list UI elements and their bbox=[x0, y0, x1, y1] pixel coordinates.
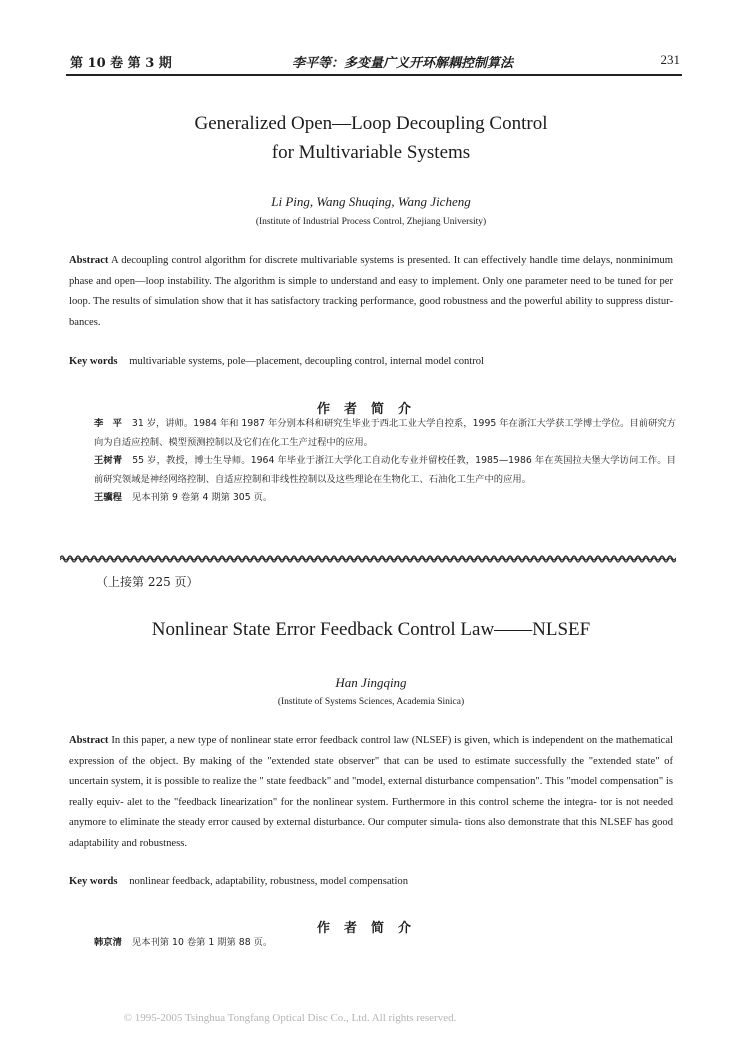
paper2-abstract bbox=[69, 731, 673, 855]
paper1-abstract-line: bances. bbox=[69, 316, 101, 328]
journal-volume-issue: 第 10 卷 第 3 期 bbox=[70, 56, 172, 71]
paper2-abstract-line: state feedback" and "model, external disturbance compensation". This "model compensation" is really equiv- bbox=[69, 776, 673, 808]
paper2-keywords-text: nonlinear feedback, adaptability, robustness, model compensation bbox=[129, 876, 409, 887]
paper2-title: Nonlinear State Error Feedback Control Law——NLSEF bbox=[151, 619, 591, 640]
paper1-abstract-line: that it has satisfactory tracking performance, good robustness and the powerful ability to suppress distur- bbox=[226, 296, 673, 308]
bio-entry bbox=[66, 934, 676, 953]
paper2-authors: Han Jingqing bbox=[335, 675, 407, 690]
paper2-abstract-line: In this paper, a new type of nonlinear state error feedback control law (NLSEF) is given, which is bbox=[111, 735, 530, 746]
paper2-abstract-line: independent on the mathematical expression of the object. By making of the "extended state observer" that bbox=[69, 735, 673, 767]
paper2-keywords-label: Key words bbox=[69, 876, 118, 887]
bio2-body bbox=[66, 934, 676, 953]
paper2-abstract-line: alet to the "feedback linearization" for the nonlinear system. Furthermore in this control scheme the integra- bbox=[127, 796, 597, 808]
bio-entry bbox=[66, 452, 676, 489]
bio-text: 见本刊第 9 卷第 4 期第 305 页。 bbox=[131, 492, 273, 503]
bio1-body bbox=[66, 415, 676, 508]
paper2-keywords bbox=[69, 876, 673, 887]
bio-name: 李 平 bbox=[94, 418, 122, 429]
paper1-keywords bbox=[69, 356, 673, 367]
bio-entry bbox=[66, 489, 676, 508]
paper1-title-line2: for Multivariable Systems bbox=[271, 142, 471, 163]
continued-from-note: （上接第 225 页） bbox=[96, 575, 199, 589]
bio1-heading: 作者简介 bbox=[316, 402, 425, 417]
bio-name: 王树青 bbox=[94, 455, 123, 466]
bio-text: 见本刊第 10 卷第 1 期第 88 页。 bbox=[131, 937, 273, 948]
bio-entry bbox=[66, 415, 676, 452]
paper1-title-line1: Generalized Open—Loop Decoupling Control bbox=[194, 113, 548, 134]
bio-text: 55 岁，教授，博士生导师。1964 年毕业于浙江大学化工自动化专业并留校任教，1985—1986 年在英国拉夫堡大学访问工作。目前研究领域是神经网络控制、自适应控制和非线性控制以及这些理论在生物化工、石油化工生产中的应用。 bbox=[94, 455, 676, 485]
bio-name: 王骥程 bbox=[94, 492, 122, 503]
paper1-abstract-line: and easy to implement. Only one parameter need to be tuned for per loop. The results of simulation show bbox=[69, 275, 673, 308]
paper1-authors: Li Ping, Wang Shuqing, Wang Jicheng bbox=[271, 194, 471, 209]
paper1-keywords-text: multivariable systems, pole—placement, decoupling control, internal model control bbox=[129, 356, 485, 367]
paper1-title bbox=[66, 109, 676, 167]
paper1-abstract-line: handle time delays, nonminimum phase and open—loop instability. The algorithm is simple to understand bbox=[69, 255, 673, 287]
paper2-affiliation: (Institute of Systems Sciences, Academia Sinica) bbox=[277, 697, 465, 707]
paper1-abstract-label: Abstract bbox=[69, 255, 109, 266]
paper1-abstract bbox=[69, 251, 673, 333]
running-header bbox=[70, 52, 680, 74]
paper1-affiliation: (Institute of Industrial Process Control, Zhejiang University) bbox=[255, 217, 487, 227]
paper1-keywords-label: Key words bbox=[69, 356, 118, 367]
running-title: 李平等：多变量广义开环解耦控制算法 bbox=[292, 56, 514, 71]
bio-text: 31 岁，讲师。1984 年和 1987 年分别本科和研究生毕业于西北工业大学自控系，1995 年在浙江大学获工学博士学位。目前研究方向为自适应控制、模型预测控制以及它们在化工生产过程中的应用。 bbox=[94, 418, 676, 448]
paper2-abstract-line: can be used to estimate successfully the "extended state" of uncertain system, it is possible to realize the " bbox=[69, 755, 673, 788]
wavy-separator bbox=[60, 553, 676, 563]
bio-name: 韩京清 bbox=[94, 937, 122, 948]
bio2-heading: 作者简介 bbox=[316, 921, 425, 936]
paper2-abstract-label: Abstract bbox=[69, 735, 109, 746]
copyright-footer: © 1995-2005 Tsinghua Tongfang Optical Disc Co., Ltd. All rights reserved. bbox=[123, 1012, 457, 1024]
header-rule bbox=[66, 74, 682, 76]
page-number: 231 bbox=[660, 52, 680, 67]
paper1-abstract-line: A decoupling control algorithm for discrete multivariable systems is presented. It can effectively bbox=[111, 255, 527, 266]
paper2-abstract-line: tions also demonstrate that this NLSEF has good adaptability and robustness. bbox=[69, 817, 674, 849]
paper2-abstract-line: tor is not needed anymore to eliminate the steady error caused by external disturbance. Our computer simula- bbox=[69, 796, 673, 829]
